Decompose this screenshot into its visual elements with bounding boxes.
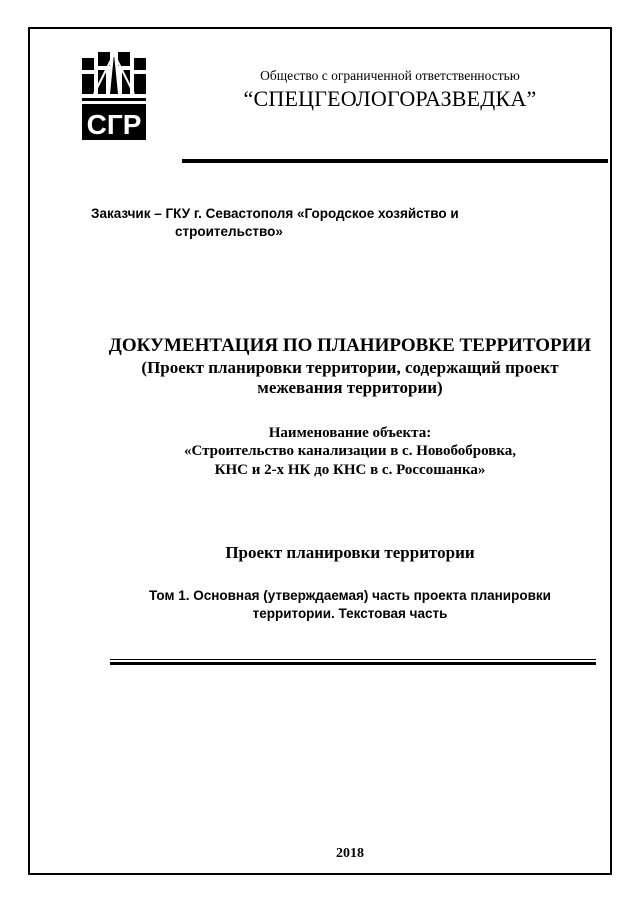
footer-divider-thick bbox=[110, 662, 596, 665]
document-title: ДОКУМЕНТАЦИЯ ПО ПЛАНИРОВКЕ ТЕРРИТОРИИ bbox=[108, 335, 592, 356]
header-divider bbox=[182, 159, 608, 163]
document-subtitle-line-1: (Проект планировки территории, содержащий проект bbox=[141, 358, 559, 377]
logo-text: СГР bbox=[86, 109, 142, 140]
footer-divider-thin bbox=[110, 659, 596, 660]
document-year: 2018 bbox=[336, 846, 364, 861]
volume-title-line-2: территории. Текстовая часть bbox=[252, 606, 448, 621]
section-title: Проект планировки территории bbox=[225, 543, 475, 562]
object-name bbox=[95, 442, 605, 479]
document-subtitle-line-2: межевания территории) bbox=[257, 378, 443, 397]
object-label: Наименование объекта: bbox=[268, 425, 432, 441]
customer-line-2: строительство» bbox=[175, 224, 283, 239]
company-logo bbox=[80, 50, 148, 142]
organization-type: Общество с ограниченной ответственностью bbox=[260, 68, 520, 83]
volume-title bbox=[110, 587, 590, 623]
document-subtitle bbox=[95, 358, 605, 398]
volume-title-line-1: Том 1. Основная (утверждаемая) часть проекта планировки bbox=[149, 588, 551, 603]
object-name-line-1: «Строительство канализации в с. Новобобровка, bbox=[183, 443, 517, 459]
object-name-line-2: КНС и 2-х НК до КНС в с. Россошанка» bbox=[214, 461, 486, 478]
organization-name: “СПЕЦГЕОЛОГОРАЗВЕДКА” bbox=[243, 86, 537, 111]
customer-line-1: Заказчик – ГКУ г. Севастополя «Городское хозяйство и bbox=[91, 206, 459, 221]
customer-block bbox=[91, 205, 531, 241]
